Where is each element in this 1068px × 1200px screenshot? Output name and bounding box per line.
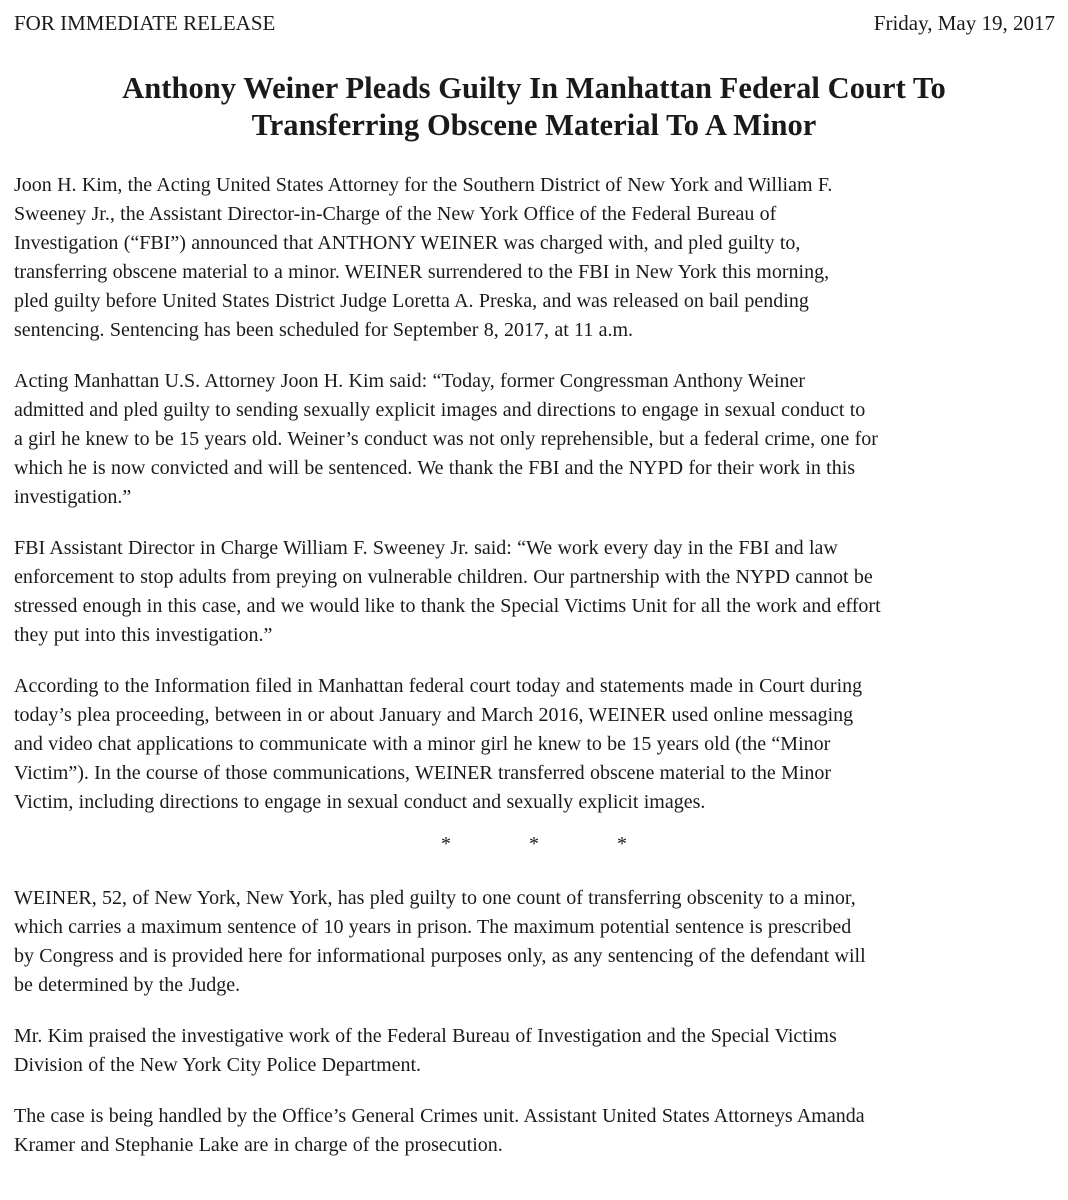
paragraph-line: which carries a maximum sentence of 10 years in prison. The maximum potential sentence is prescribed [14,916,852,938]
release-date: Friday, May 19, 2017 [873,11,1055,35]
paragraph-kim-statement [14,367,1054,512]
paragraph-line: Acting Manhattan U.S. Attorney Joon H. Kim said: “Today, former Congressman Anthony Weiner [14,370,806,392]
section-separator [14,833,1054,855]
paragraph-line: enforcement to stop adults from preying on vulnerable children. Our partnership with the NYPD cannot be [14,566,873,588]
headline-line-1: Anthony Weiner Pleads Guilty In Manhattan Federal Court To [122,71,946,105]
paragraph-line: transferring obscene material to a minor. WEINER surrendered to the FBI in New York this morning, [14,261,830,283]
paragraph-line: Division of the New York City Police Department. [14,1054,422,1076]
paragraph-line: Victim”). In the course of those communications, WEINER transferred obscene material to the Minor [14,762,832,784]
paragraph-line: FBI Assistant Director in Charge William F. Sweeney Jr. said: “We work every day in the FBI and law [14,537,838,559]
paragraph-line: WEINER, 52, of New York, New York, has pled guilty to one count of transferring obscenity to a minor, [14,887,856,909]
separator-asterisk: * [617,833,627,855]
paragraph-line: be determined by the Judge. [14,974,241,996]
headline-line-2: Transferring Obscene Material To A Minor [251,108,817,142]
release-body [14,171,1054,1160]
paragraph-line: The case is being handled by the Office’s General Crimes unit. Assistant United States Attorneys Amanda [14,1105,865,1127]
paragraph-sentence-info [14,884,1054,1000]
paragraph-prosecution [14,1102,1054,1160]
paragraph-line: Kramer and Stephanie Lake are in charge of the prosecution. [14,1134,503,1156]
release-header [14,8,1054,38]
paragraph-announcement [14,171,1054,345]
paragraph-line: Joon H. Kim, the Acting United States Attorney for the Southern District of New York and William F. [14,174,833,196]
paragraph-line: investigation.” [14,486,132,508]
paragraph-line: stressed enough in this case, and we would like to thank the Special Victims Unit for all the work and effort [14,595,881,617]
paragraph-information [14,672,1054,817]
paragraph-sweeney-statement [14,534,1054,650]
paragraph-line: they put into this investigation.” [14,624,273,646]
separator-asterisk: * [529,833,539,855]
press-release-page [14,8,1054,1182]
paragraph-line: admitted and pled guilty to sending sexually explicit images and directions to engage in sexual conduct to [14,399,866,421]
paragraph-line: which he is now convicted and will be sentenced. We thank the FBI and the NYPD for their work in this [14,457,856,479]
paragraph-praise [14,1022,1054,1080]
paragraph-line: today’s plea proceeding, between in or about January and March 2016, WEINER used online messaging [14,704,854,726]
headline [14,70,1054,144]
separator-asterisk: * [441,833,451,855]
paragraph-line: by Congress and is provided here for informational purposes only, as any sentencing of the defendant will [14,945,866,967]
paragraph-line: Mr. Kim praised the investigative work of the Federal Bureau of Investigation and the Special Victims [14,1025,837,1047]
paragraph-line: pled guilty before United States District Judge Loretta A. Preska, and was released on bail pending [14,290,809,312]
paragraph-line: Sweeney Jr., the Assistant Director-in-Charge of the New York Office of the Federal Bureau of [14,203,777,225]
paragraph-line: Victim, including directions to engage in sexual conduct and sexually explicit images. [14,791,706,813]
paragraph-line: sentencing. Sentencing has been scheduled for September 8, 2017, at 11 a.m. [14,319,634,341]
paragraph-line: a girl he knew to be 15 years old. Weiner’s conduct was not only reprehensible, but a federal crime, one for [14,428,878,450]
paragraph-line: Investigation (“FBI”) announced that ANTHONY WEINER was charged with, and pled guilty to, [14,232,801,254]
paragraph-line: and video chat applications to communicate with a minor girl he knew to be 15 years old (the “Minor [14,733,831,755]
paragraph-line: According to the Information filed in Manhattan federal court today and statements made in Court during [14,675,863,697]
release-label: FOR IMMEDIATE RELEASE [14,11,276,35]
